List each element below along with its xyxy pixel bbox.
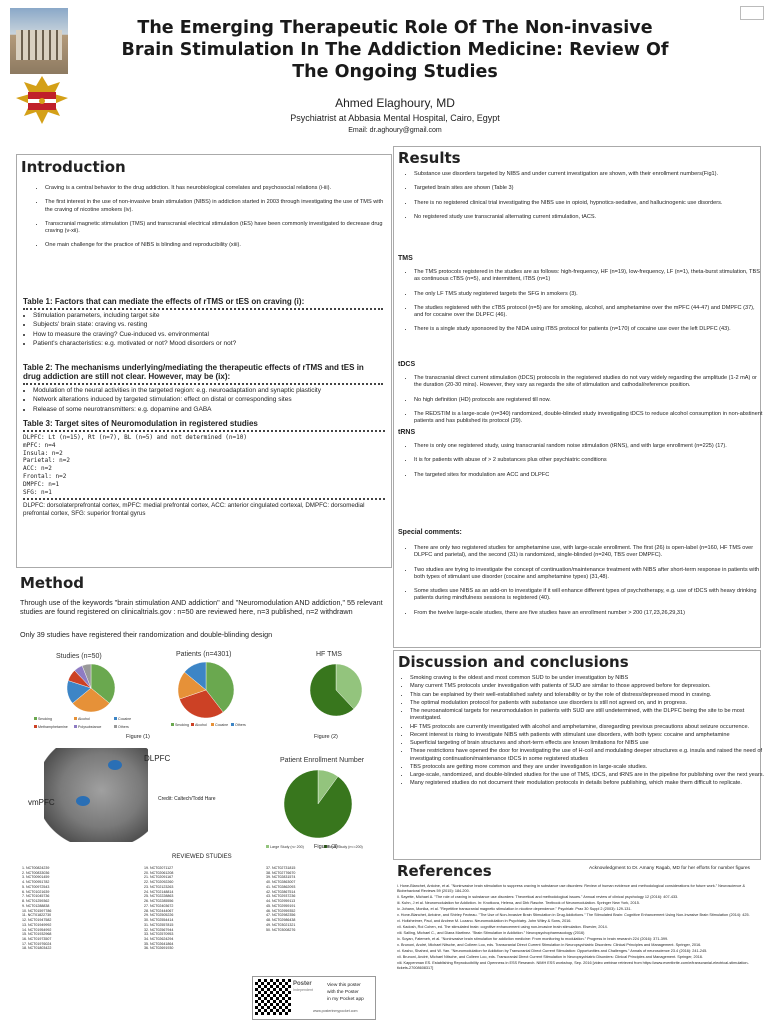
table3-row: Parietal: n=2 — [23, 457, 70, 465]
table3 — [23, 419, 385, 518]
reviewed-study-id: 30. NCT02554414 — [144, 918, 174, 923]
special-list — [400, 545, 764, 624]
reference-item: i. Hone-Blanchet, Antoine, et al. "Noninvasive brain stimulation to suppress craving in substance use disorders: Review of human evidence and methodological considerations for future work." Neuroscience & Biobehavioral Reviews 59 (2015): 184-200. — [397, 884, 745, 893]
tms-list — [400, 269, 764, 341]
references-section — [393, 862, 759, 1024]
vmpfc-label: vmPFC — [28, 798, 55, 807]
author-name: Ahmed Elaghoury, MD — [335, 96, 455, 110]
reference-item: viii. Salling, Michael C., and Diana Martinez. "Brain Stimulation in Addiction." Neuropsychopharmacology (2016) — [397, 931, 585, 935]
reviewed-study-id: 36. NCT02691930 — [144, 946, 174, 951]
enrollment-pie-chart — [266, 754, 386, 852]
legend-swatch — [211, 723, 214, 726]
legend-swatch — [266, 845, 269, 848]
reviewed-study-id: 23. NCT02123263 — [144, 884, 174, 889]
reviewed-study-id: 45. NCT02959191 — [266, 903, 296, 908]
table3-row: DLPFC: Lt (n=15), Rt (n=7), BL (n=5) and not determined (n=10) — [23, 434, 247, 441]
ministry-logo — [8, 72, 76, 128]
table2-item: • Release of some neurotransmitters: e.g. dopamine and GABA — [33, 406, 383, 414]
reviewed-study-id: 38. NCT02776670 — [266, 870, 296, 875]
tms-subheading: TMS — [398, 255, 413, 262]
legend-label: Others — [118, 725, 129, 729]
table3-row: mPFC: n=4 — [23, 441, 56, 449]
reviewed-studies-list — [22, 866, 382, 951]
reviewed-study-id: 40. NCT02863007 — [266, 880, 296, 885]
pie-slice-small-study-n-200- — [284, 770, 352, 838]
table3-footnote: DLPFC: dorsolaterprefrontal cortex, mPFC: medial prefrontal cortex, ACC: anterior cingulated cortexal, DMPFC: dorsomedial prefrontal cortex, SFG: superior frontal gyrus — [23, 502, 365, 518]
table2-item: • Modulation of the neural activities in the targeted region: e.g. neuroadaptation and synaptic plasticity — [33, 387, 383, 395]
legend-swatch — [74, 725, 77, 728]
legend-label: Alcohol — [78, 717, 90, 721]
tdcs-bullet: • The transcranial direct current stimulation (tDCS) protocols in the registered studies do not vary widely regarding the amplitude (1-2 mA) or the duration (20-30 mins). However, they vary as regards the site of stimulation and cathodal/reference position. — [414, 375, 764, 390]
legend-swatch — [34, 717, 37, 720]
table3-row: ACC: n=2 — [23, 465, 52, 473]
reviewed-study-id: 25. NCT02228863 — [144, 894, 174, 899]
results-bullet: • There is no registered clinical trial investigating the NIBS use in opioid, hypnotics-sedative, and hallucinogenic use disorders. — [414, 200, 764, 207]
brain-image — [44, 748, 148, 842]
discussion-section — [393, 650, 765, 860]
corner-mark — [740, 6, 764, 20]
legend-label: Large Study (n> 200) — [270, 845, 304, 849]
trns-bullet: • The targeted sites for modulation are ACC and DLPFC — [414, 472, 764, 479]
chart-title: Patients (n=4301) — [176, 651, 232, 658]
legend-label: Smoking — [175, 723, 189, 727]
badge-url: www.posterinmypocket.com — [313, 1009, 358, 1013]
legend-label: Cocaine — [215, 723, 229, 727]
chart-title: Studies (n=50) — [56, 653, 102, 660]
pie-charts — [16, 650, 390, 740]
reviewed-study-id: 14. NCT01954992 — [22, 927, 52, 932]
reviewed-study-id: 13. NCT01949992 — [22, 922, 52, 927]
reviewed-study-id: 8. NCT01259362 — [22, 899, 50, 904]
method-text: Through use of the keywords "brain stimulation AND addiction" and "Neuromodulation AND addiction," 55 relevant studies are found registered on clinicaltrials.gov : n=50 are reviewed here, n=3 published, n=2 withdrawn — [20, 598, 383, 617]
reviewed-study-id: 5. NCT00972543 — [22, 884, 50, 889]
table1-item: • Patient's characteristics: e.g. motivated or not? Mood disorders or not? — [33, 340, 383, 348]
badge-brand: Poster — [293, 981, 312, 987]
divider — [23, 308, 383, 310]
discussion-heading: Discussion and conclusions — [398, 653, 629, 671]
figure-caption: Figure (2) — [314, 734, 338, 740]
legend-label: Smoking — [38, 717, 52, 721]
figure-caption: Figure (1) — [126, 734, 150, 740]
legend-label: Cocaine — [118, 717, 132, 721]
reviewed-study-id: 22. NCT02092260 — [144, 880, 174, 885]
discussion-bullet: • The optimal modulation protocol for patients with substance use disorders is still not agreed on, and in progress. — [410, 700, 766, 707]
introduction-list — [31, 185, 385, 257]
reference-item: xiii. Kappenman ES. Establishing Reproducibility and Openness in ESS Research. NIMH ESS workshop, Sep. 2016 [video webinar retrieved from https://www.eventbrite.com/e/transcranial-electrical-stimulation-tickets-27008608317] — [397, 961, 749, 970]
introduction-bullet: • Transcranial magnetic stimulation (TMS) and transcranial electrical stimulation (tES) have been commonly investigated to decrease drug craving (v-xii). — [45, 221, 385, 236]
reviewed-study-id: 24. NCT02148814 — [144, 889, 174, 894]
discussion-bullet: • This can be explained by their well-established safety and tolerability or by the role of distress/depressed mood in craving. — [410, 692, 766, 699]
legend-swatch — [114, 725, 117, 728]
special-subheading: Special comments: — [398, 529, 462, 536]
discussion-bullet: • The neuroanatomical targets for neuromodulation in patients with SUD are still undetermined, with the DLPFC being the site to be most investigated. — [410, 708, 766, 723]
reference-item: vi. Holtzheimer, Paul, and Andrew M. Lozano. Neuromodulation in Psychiatry. John Wiley & Sons, 2016. — [397, 919, 572, 923]
table1-list — [23, 312, 383, 349]
reviewed-study-id: 27. NCT02403672 — [144, 903, 174, 908]
tdcs-bullet: • The REDSTIM is a large-scale (n=340) randomized, double-blinded study investigating tDCS to reduce alcohol consumption in non-abstinent patients and has published its protocol (29). — [414, 411, 764, 426]
legend-label: Polysubstance — [78, 725, 102, 729]
reviewed-study-id: 15. NCT01932968 — [22, 932, 52, 937]
poster-app-badge[interactable] — [252, 976, 376, 1020]
results-heading: Results — [398, 149, 461, 167]
table1-item: • Subjects' brain state: craving vs. resting — [33, 321, 383, 329]
badge-text: View this poster — [327, 983, 361, 988]
reviewed-study-id: 28. NCT02444067 — [144, 908, 174, 913]
discussion-bullet: • Recent interest is rising to investigate NIBS with patients with stimulant use disorders, with both types: cocaine and amphetamine — [410, 732, 766, 739]
reference-item: iv. Johann, Monika, et al. "Repetitive transcranial magnetic stimulation in nicotine dependence." Psychiatr. Prax 30 Suppl 2 (2003): 129-131. — [397, 907, 632, 911]
table2-item: • Network alterations induced by targeted stimulation: effect on distal or corresponding sites — [33, 396, 383, 404]
method-section — [16, 570, 390, 1022]
divider — [23, 430, 385, 432]
reviewed-study-id: 29. NCT02505226 — [144, 913, 174, 918]
discussion-bullet: • HF TMS protocols are currently investigated with alcohol and amphetamine, disregarding previous precautions about seizure occurrence. — [410, 724, 766, 731]
reviewed-study-id: 6. NCT01021639 — [22, 889, 50, 894]
introduction-bullet: • One main challenge for the practice of NIBS is blinding and reproducibility (xiii). — [45, 242, 385, 249]
reviewed-study-id: 49. NCT03021321 — [266, 922, 296, 927]
reviewed-study-id: 9. NCT01288838 — [22, 903, 50, 908]
vmpfc-marker — [76, 796, 90, 806]
tdcs-list — [400, 375, 764, 432]
tdcs-bullet: • No high definition (HD) protocols are registered till now. — [414, 397, 764, 404]
reviewed-study-id: 37. NCT02731815 — [266, 866, 296, 870]
results-general-list — [400, 171, 764, 228]
legend-swatch — [231, 723, 234, 726]
reviewed-study-id: 4. NCT00951782 — [22, 880, 50, 885]
badge-sub: Independent — [293, 988, 313, 992]
reference-item: x. Brunoni, André, Michael Nitsche, and Colleen Loo, eds. Transcranial Direct Current Stimulation in Neuropsychiatric Disorders: Clinical Principles and Management. Springer, 2016. — [397, 943, 702, 947]
table3-row: Frontal: n=2 — [23, 472, 67, 480]
tms-bullet: • The studies registered with the cTBS protocol (n=5) are for smoking, alcohol, and amphetamine over the mPFC (44-47) and DMPFC (37), and for cocaine over the DLPFC (46). — [414, 305, 764, 320]
reference-item: iii. Kuhn, J et al. Neuromodulation for Addiction. In: Knotkova, Helena, and Dirk Rasche. Textbook of Neuromodulation. Springer New York, 2015. — [397, 901, 640, 905]
legend-label: Methamphetamine — [38, 725, 68, 729]
introduction-heading: Introduction — [21, 158, 126, 176]
table2 — [23, 363, 383, 415]
method-text: Only 39 studies have registered their randomization and double-blinding design — [20, 630, 273, 639]
hospital-photo — [10, 8, 68, 74]
reference-item: xi. Kasho, Shahed, and W. Yan. "Neuromodulation for Addiction by Transcranial Direct Current Stimulation: Opportunities and Challenges." Annals of neuroscience 23.4 (2016): 241-245. — [397, 949, 708, 953]
reviewed-study-id: 32. NCT02567944 — [144, 927, 174, 932]
author-affiliation: Psychiatrist at Abbasia Mental Hospital, Cairo, Egypt — [290, 113, 500, 123]
poster-title: The Emerging Therapeutic Role Of The Non-invasive Brain Stimulation In The Addiction Medicine: Review Of The Ongoing Studies — [121, 18, 669, 82]
legend-label: Small Study (n<=200) — [328, 845, 363, 849]
chart-title: Patient Enrollment Number — [280, 757, 365, 764]
results-section — [393, 146, 761, 648]
special-bullet: • Some studies use NIBS as an add-on to investigate if it will enhance different types of psychotherapy, e.g. use of tDCS with heavy drinking patients during mindfulness sessions is registered (40). — [414, 588, 764, 603]
reviewed-study-id: 35. NCT02641864 — [144, 941, 174, 946]
divider — [23, 383, 383, 385]
special-bullet: • From the twelve large-scale studies, there are five studies have an enrollment number > 200 (17,23,26,29,31) — [414, 610, 764, 617]
divider — [23, 498, 385, 500]
discussion-bullet: • Superficial targeting of brain structures and short-term effects are known limitations for NIBS use — [410, 740, 766, 747]
reviewed-study-id: 44. NCT02959113 — [266, 899, 296, 904]
trns-subheading: tRNS — [398, 429, 416, 436]
legend-swatch — [34, 725, 37, 728]
reference-item: ii. Sayette, Michael A. "The role of craving in substance use disorders: Theoretical and methodological issues." Annual review of clinical psychology 12 (2016): 407-433. — [397, 895, 679, 899]
reviewed-study-id: 16. NCT01973507 — [22, 937, 52, 942]
reviewed-study-id: 50. NCT03008276 — [266, 927, 296, 932]
table2-list — [23, 387, 383, 414]
table1-title: Table 1: Factors that can mediate the effects of rTMS or tES on craving (i): — [23, 297, 305, 306]
table1-item: • How to measure the craving? Cue-induced vs. environmental — [33, 331, 383, 339]
discussion-bullet: • Many registered studies do not document their modulation protocols in details before publishing, which make them difficult to replicate. — [410, 780, 766, 787]
reviewed-studies-column — [22, 866, 138, 951]
reviewed-study-id: 41. NCT02862093 — [266, 884, 296, 889]
reviewed-study-id: 48. NCT02986438 — [266, 918, 296, 923]
reviewed-study-id: 42. NCT02867514 — [266, 889, 296, 894]
reviewed-study-id: 10. NCT01597786 — [22, 908, 52, 913]
results-bullet: • Targeted brain sites are shown (Table 3) — [414, 185, 764, 192]
introduction-bullet: • Craving is a central behavior to the drug addiction. It has neurobiological correlates and psychosocial relations (i-iii). — [45, 185, 385, 192]
reviewed-studies-title: REVIEWED STUDIES — [172, 854, 232, 860]
badge-text: with the Poster — [327, 990, 359, 995]
reviewed-study-id: 20. NCT02061208 — [144, 870, 174, 875]
reviewed-study-id: 39. NCT02831574 — [266, 875, 296, 880]
reviewed-studies-column — [144, 866, 260, 951]
dlpfc-marker — [108, 760, 122, 770]
reviewed-study-id: 26. NCT02285556 — [144, 899, 174, 904]
trns-bullet: • It is for patients with abuse of > 2 substances plus other psychiatric conditions — [414, 457, 764, 464]
table3-row: Insula: n=2 — [23, 449, 63, 457]
legend-label: Alcohol — [195, 723, 207, 727]
discussion-bullet: • Many current TMS protocols under investigation with patients of SUD are similar to those approved before for depression. — [410, 683, 766, 690]
special-bullet: • Two studies are trying to investigate the concept of continuation/maintenance treatment with NIBS after short-term response in patients with both types of stimulant use disorder (cocaine and amphetamine types) (31,48). — [414, 567, 764, 582]
table3-title: Table 3: Target sites of Neuromodulation in registered studies — [23, 419, 258, 428]
reviewed-study-id: 47. NCT02982356 — [266, 913, 296, 918]
references-heading: References — [397, 862, 492, 880]
reviewed-study-id: 43. NCT02937236 — [266, 894, 296, 899]
tms-bullet: • The TMS protocols registered in the studies are as follows: high-frequency, HF (n=19), low-frequency, LF (n=1), theta-burst stimulation, TBS as continuous cTBS (n=5), and intermittent, iTBS (n=1) — [414, 269, 764, 284]
reviewed-study-id: 17. NCT01976024 — [22, 941, 52, 946]
reviewed-study-id: 3. NCT00901459 — [22, 875, 50, 880]
reference-item: vii. Kadosh, Roi Cohen, ed. The stimulated brain: cognitive enhancement using non-invasive brain stimulation. Elsevier, 2014. — [397, 925, 608, 929]
table3-row: DMPFC: n=1 — [23, 480, 60, 488]
chart-title: HF TMS — [316, 651, 342, 658]
legend-swatch — [114, 717, 117, 720]
results-bullet: • Substance use disorders targeted by NIBS and under current investigation are shown, with their enrollment numbers(Fig1). — [414, 171, 764, 178]
trns-list — [400, 443, 764, 486]
acknowledgment: Acknowledgment to Dr. Amany Ragab, MD for her efforts for number figures — [589, 866, 750, 871]
reference-item: ix. Soyarı, Fatemeh, et al. "Noninvasive brain stimulation for addiction medicine: From monitoring to modulation." Progress in brain research 224 (2016): 371-399. — [397, 937, 669, 941]
legend-swatch — [171, 723, 174, 726]
reviewed-study-id: 33. NCT02570953 — [144, 932, 174, 937]
special-bullet: • There are only two registered studies for amphetamine use, with large-scale enrollment. The first (26) is open-label (n=160, HF TMS over DLPFC and parietal), and the second (31) is randomized, single-blinded (n=240, TBS over DMPFC). — [414, 545, 764, 560]
qr-code — [255, 979, 291, 1015]
table3-row: SFG: n=1 — [23, 488, 52, 496]
figure-caption: Figure (3) — [314, 844, 338, 850]
reference-item: v. Hone-Blanchet, Antoine, and Shirley Fecteau. "The Use of Non-Invasive Brain Stimulation in Drug Addictions." The Stimulated Brain: Cognitive Enhancement Using Non-Invasive Brain Stimulation (2014): 425. — [397, 913, 750, 917]
reviewed-studies-column — [266, 866, 382, 951]
reviewed-study-id: 2. NCT00833036 — [22, 870, 50, 875]
reference-item: xii. Brunoni, André, Michael Nitsche, and Colleen Loo, eds. Transcranial Direct Current Stimulation in Neuropsychiatric Disorders: Clinical Principles and Management. Springer, 2016. — [397, 955, 704, 959]
references-list — [397, 884, 755, 972]
reviewed-study-id: 18. NCT01803422 — [22, 946, 52, 951]
tms-bullet: • The only LF TMS study registered targets the SFG in smokers (3). — [414, 291, 764, 298]
introduction-bullet: • The first interest in the use of non-invasive brain stimulation (NIBS) in addiction started in 2003 through investigating the use of TMS with the craving of nicotine smokers (iv). — [45, 199, 385, 214]
badge-text: in my Pocket app — [327, 997, 364, 1002]
reviewed-study-id: 34. NCT02624294 — [144, 937, 174, 942]
trns-bullet: • There is only one registered study, using transcranial random noise stimulation (tRNS), and with large enrollment (n=225) (17). — [414, 443, 764, 450]
legend-label: Others — [235, 723, 246, 727]
discussion-bullet: • These restrictions have opened the door for investigating the use of H-coil and modulating deeper structures e.g. insula and raised the need of investigating continuation/maintenance tDCS in some registered studies — [410, 748, 766, 763]
method-heading: Method — [20, 574, 84, 592]
results-bullet: • No registered study use transcranial alternating current stimulation, tACS. — [414, 214, 764, 221]
reviewed-study-id: 12. NCT01947582 — [22, 918, 52, 923]
table2-title: Table 2: The mechanisms underlying/mediating the therapeutic effects of rTMS and tES in drug addiction are still not clear. However, may be (ix): — [23, 363, 364, 381]
reviewed-study-id: 1. NCT00824239 — [22, 866, 50, 870]
reviewed-study-id: 11. NCT01822730 — [22, 913, 52, 918]
reviewed-study-id: 21. NCT02091167 — [144, 875, 174, 880]
introduction-section — [16, 154, 392, 568]
tdcs-subheading: tDCS — [398, 361, 416, 368]
discussion-bullet: • Smoking craving is the oldest and most common SUD to be under investigation by NIBS — [410, 675, 766, 682]
header — [0, 0, 769, 150]
discussion-bullet: • Large-scale, randomized, and double-blinded studies for the use of TMS, tDCS, and tRNS are in the pipeline for publishing over the next years. — [410, 772, 766, 779]
reviewed-study-id: 7. NCT01045736 — [22, 894, 50, 899]
reviewed-study-id: 19. NCT02071127 — [144, 866, 174, 870]
reviewed-study-id: 46. NCT02959352 — [266, 908, 296, 913]
dlpfc-label: DLPFC — [144, 754, 171, 763]
reviewed-study-id: 31. NCT02557815 — [144, 922, 174, 927]
discussion-list — [396, 675, 766, 789]
table1-item: • Stimulation parameters, including target site — [33, 312, 383, 320]
image-credit: Credit: Caltech/Todd Hare — [158, 796, 216, 802]
table1 — [23, 297, 383, 350]
legend-swatch — [191, 723, 194, 726]
discussion-bullet: • TBS protocols are getting more common and they are under investigation in large-scale studies. — [410, 764, 766, 771]
tms-bullet: • There is a single study sponsored by the NIDA using iTBS protocol for patients (n=170) of cocaine use over the left DLPFC (43). — [414, 326, 764, 333]
author-email: Email: dr.aghoury@gmail.com — [348, 127, 442, 134]
legend-swatch — [74, 717, 77, 720]
